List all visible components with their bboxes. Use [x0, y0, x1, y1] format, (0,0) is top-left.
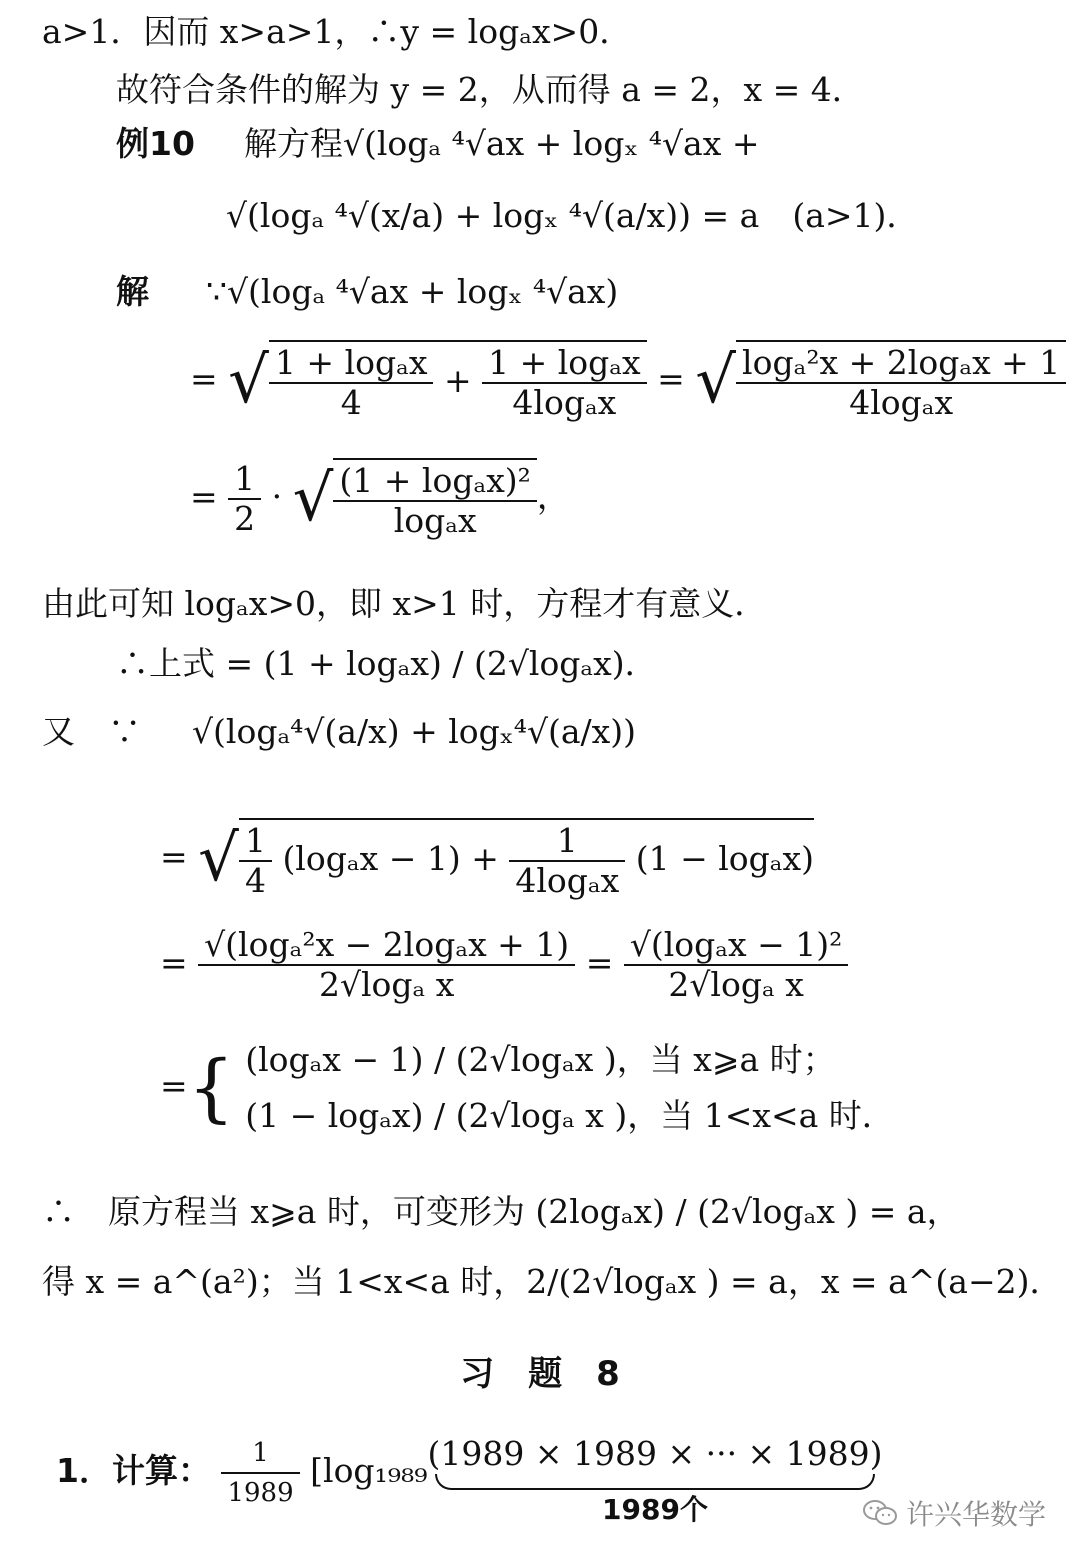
denominator: logₐx	[393, 501, 477, 540]
radical: √ $\frac{\text{logₐ²x + 2logₐx + 1}}{\text{4logₐx}}$	[695, 340, 1066, 422]
fraction	[333, 462, 537, 540]
radical: √ $\frac{\text{1 + logₐx}}{4}$ + $\frac{\text{1 + logₐx}}{\text{4logₐx}}$	[228, 340, 646, 422]
solution-expression: ∵√(logₐ ⁴√ax + logₓ ⁴√ax)	[206, 272, 619, 311]
numerator: 1 + logₐx	[269, 344, 434, 384]
case-2: (1 − logₐx) / (2√logₐ x )，当 1<x<a 时．	[245, 1096, 895, 1135]
example-equation-part1: 解方程√(logₐ ⁴√ax + logₓ ⁴√ax +	[243, 124, 760, 163]
denominator: 4logₐx	[512, 383, 617, 422]
derivation-step-2: = $\frac{1}{2}$ · √ $\frac{\text{(1 + logₐx)²}}{\text{logₐx}}$ ，	[190, 459, 570, 540]
factor: (logₐx − 1)	[282, 839, 461, 878]
factor: (1 − logₐx)	[635, 839, 814, 878]
example-label: 例10	[116, 124, 195, 163]
fraction	[509, 822, 625, 900]
fraction-half	[228, 460, 261, 538]
fraction	[624, 926, 849, 1004]
underbrace-shape	[435, 1474, 874, 1490]
watermark	[862, 1493, 1046, 1533]
equals-sign: =	[190, 477, 218, 516]
numerator: √(logₐx − 1)²	[624, 926, 849, 966]
solution-label: 解	[116, 272, 149, 311]
exercise-question-1	[56, 1434, 883, 1530]
fraction	[736, 344, 1066, 422]
line-also-because	[42, 712, 636, 752]
line-conclusion-1: ∴ 原方程当 x⩾a 时，可变形为 (2logₐx) / (2√logₐx ) = a，	[42, 1192, 960, 1231]
numerator: (1 + logₐx)²	[333, 462, 537, 502]
fraction	[198, 926, 575, 1004]
numerator: √(logₐ²x − 2logₐx + 1)	[198, 926, 575, 966]
line-solution-result: 故符合条件的解为 y = 2，从而得 a = 2，x = 4．	[116, 70, 865, 109]
numerator: 1	[509, 822, 625, 862]
left-brace: {	[187, 1045, 235, 1131]
denominator: 2√logₐ x	[318, 965, 455, 1004]
line-conclusion-2: 得 x = a^(a²)；当 1<x<a 时，2/(2√logₐx ) = a，x = a^(a−2)．	[42, 1262, 1063, 1301]
example-10-first-line	[116, 124, 759, 164]
numerator: 1	[228, 460, 261, 500]
question-label: 1．计算：	[56, 1451, 211, 1490]
case-list	[245, 1032, 895, 1144]
also-label: 又 ∵	[42, 712, 141, 751]
numerator: 1	[221, 1434, 299, 1474]
line-domain-condition: 由此可知 logₐx>0，即 x>1 时，方程才有意义．	[42, 584, 768, 623]
solution-first-line	[116, 272, 618, 312]
denominator: 2√logₐ x	[668, 965, 804, 1004]
equals-sign: =	[160, 1066, 188, 1105]
denominator: 4logₐx	[515, 861, 620, 900]
derivation-cases	[160, 1032, 895, 1144]
line-simplified: ∴上式 = (1 + logₐx) / (2√logₐx)．	[116, 644, 658, 683]
radical: √ $\frac{\text{(1 + logₐx)²}}{\text{logₐx}}$	[293, 458, 537, 540]
fraction	[482, 344, 647, 422]
denominator: 4logₐx	[849, 383, 954, 422]
log-prefix: [log₁₉₈₉	[310, 1451, 428, 1490]
numerator: logₐ²x + 2logₐx + 1	[736, 344, 1066, 384]
equals-sign: =	[160, 943, 188, 982]
denominator: 2	[234, 499, 256, 538]
product-expression: (1989 × 1989 × ··· × 1989)	[427, 1434, 883, 1473]
equals-sign: =	[160, 837, 188, 876]
equals-sign: =	[585, 943, 614, 982]
equals-sign: =	[190, 359, 218, 398]
derivation-step-3	[160, 818, 814, 900]
denominator: 4	[244, 861, 266, 900]
numerator: 1 + logₐx	[482, 344, 647, 384]
exercise-heading: 习 题 8	[460, 1354, 620, 1394]
also-expression: √(logₐ⁴√(a/x) + logₓ⁴√(a/x))	[192, 712, 637, 751]
underbrace-label: 1989个	[602, 1493, 708, 1526]
numerator: 1	[239, 822, 272, 862]
radical: √ $\frac{1}{4}$ (logₐx − 1) + $\frac{1}{\text{4logₐx}}$ (1 − logₐx)	[198, 818, 814, 900]
fraction	[221, 1434, 299, 1512]
example-equation-part2: √(logₐ ⁴√(x/a) + logₓ ⁴√(a/x)) = a (a>1)．	[226, 196, 920, 235]
line-conclusion-prev: a>1．因而 x>a>1，∴y = logₐx>0．	[42, 12, 633, 51]
denominator: 4	[340, 383, 362, 422]
watermark-text: 许兴华数学	[905, 1498, 1046, 1531]
fraction	[239, 822, 272, 900]
denominator: 1989	[227, 1478, 294, 1508]
derivation-step-4	[160, 926, 848, 1004]
derivation-step-1	[190, 340, 1066, 422]
case-1: (logₐx − 1) / (2√logₐx )，当 x⩾a 时；	[245, 1040, 836, 1079]
wechat-icon	[862, 1499, 898, 1527]
equals-sign: =	[657, 359, 685, 398]
fraction	[269, 344, 434, 422]
product-underbrace	[427, 1434, 882, 1530]
